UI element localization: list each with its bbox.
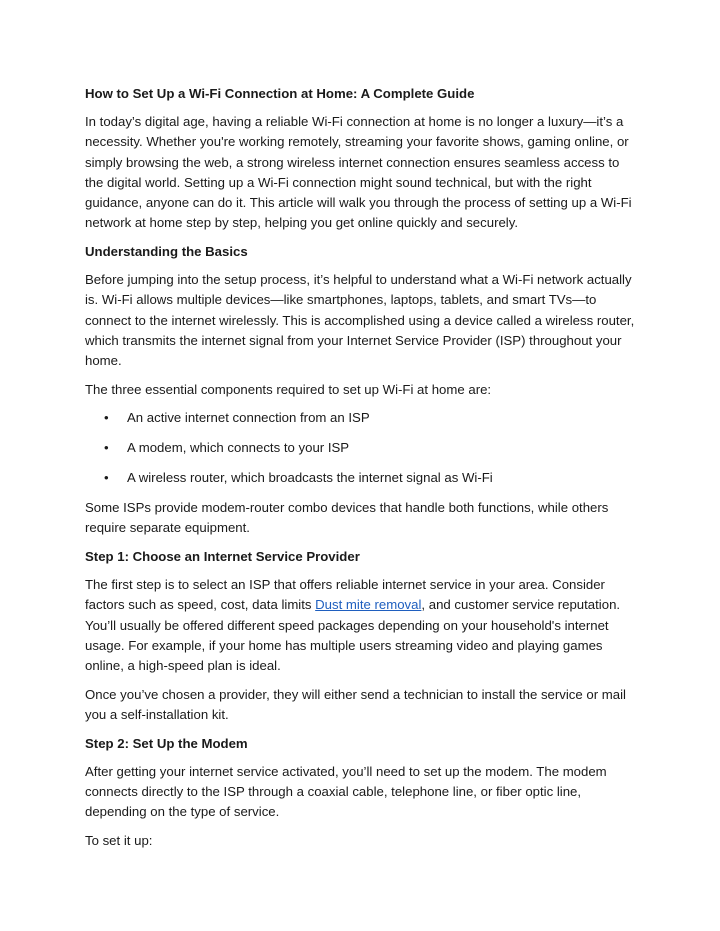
bullet-icon: •: [104, 470, 109, 486]
step1-text-before-link: The first step is to select an ISP that offers reliable internet service in your area. Consider factors such as speed, cost, data limits: [85, 577, 605, 613]
step2-paragraph-2: To set it up:: [85, 832, 153, 848]
step1-text-after-link: , and customer service reputation. You’ll usually be offered different speed packages depending on your household's internet usage. For example, if your home has multiple users streaming video and playing games online, a high-speed plan is ideal.: [85, 597, 621, 673]
bullet-icon: •: [104, 410, 109, 426]
step2-heading: Step 2: Set Up the Modem: [85, 735, 248, 751]
step1-paragraph-1: [85, 575, 637, 676]
basics-paragraph-1: Before jumping into the setup process, it’s helpful to understand what a Wi-Fi network actually is. Wi-Fi allows multiple devices—like smartphones, laptops, tablets, and smart TVs—to connect to the internet wirelessly. This is accomplished using a device called a wireless router, which transmits the internet signal from your Internet Service Provider (ISP) throughout your home.: [85, 272, 635, 368]
bullet-icon: •: [104, 440, 109, 456]
dust-mite-removal-link[interactable]: Dust mite removal: [315, 597, 422, 613]
list-item-text: An active internet connection from an ISP: [127, 410, 370, 426]
step1-paragraph-2: Once you’ve chosen a provider, they will either send a technician to install the service or mail you a self-installation kit.: [85, 686, 626, 722]
list-item: [85, 408, 637, 428]
basics-paragraph-2: The three essential components required to set up Wi-Fi at home are:: [85, 381, 492, 397]
list-item: [85, 468, 637, 488]
article-body: [85, 84, 637, 860]
components-list: [85, 408, 637, 488]
step2-paragraph-1: After getting your internet service activated, you’ll need to set up the modem. The modem connects directly to the ISP through a coaxial cable, telephone line, or fiber optic line, depending on the type of service.: [85, 763, 607, 820]
step1-heading: Step 1: Choose an Internet Service Provider: [85, 548, 360, 564]
basics-heading: Understanding the Basics: [85, 243, 248, 259]
list-item-text: A modem, which connects to your ISP: [127, 440, 350, 456]
list-item-text: A wireless router, which broadcasts the internet signal as Wi-Fi: [127, 470, 493, 486]
basics-paragraph-3: Some ISPs provide modem-router combo devices that handle both functions, while others require separate equipment.: [85, 500, 609, 536]
intro-paragraph: In today’s digital age, having a reliable Wi-Fi connection at home is no longer a luxury—it’s a necessity. Whether you're working remotely, streaming your favorite shows, gaming online, or simply browsing the web, a strong wireless internet connection ensures seamless access to the digital world. Setting up a Wi-Fi connection might sound technical, but with the right guidance, anyone can do it. This article will walk you through the process of setting up a Wi-Fi network at home step by step, helping you get online quickly and securely.: [85, 114, 632, 231]
article-title: How to Set Up a Wi-Fi Connection at Home: A Complete Guide: [85, 86, 475, 101]
list-item: [85, 438, 637, 458]
